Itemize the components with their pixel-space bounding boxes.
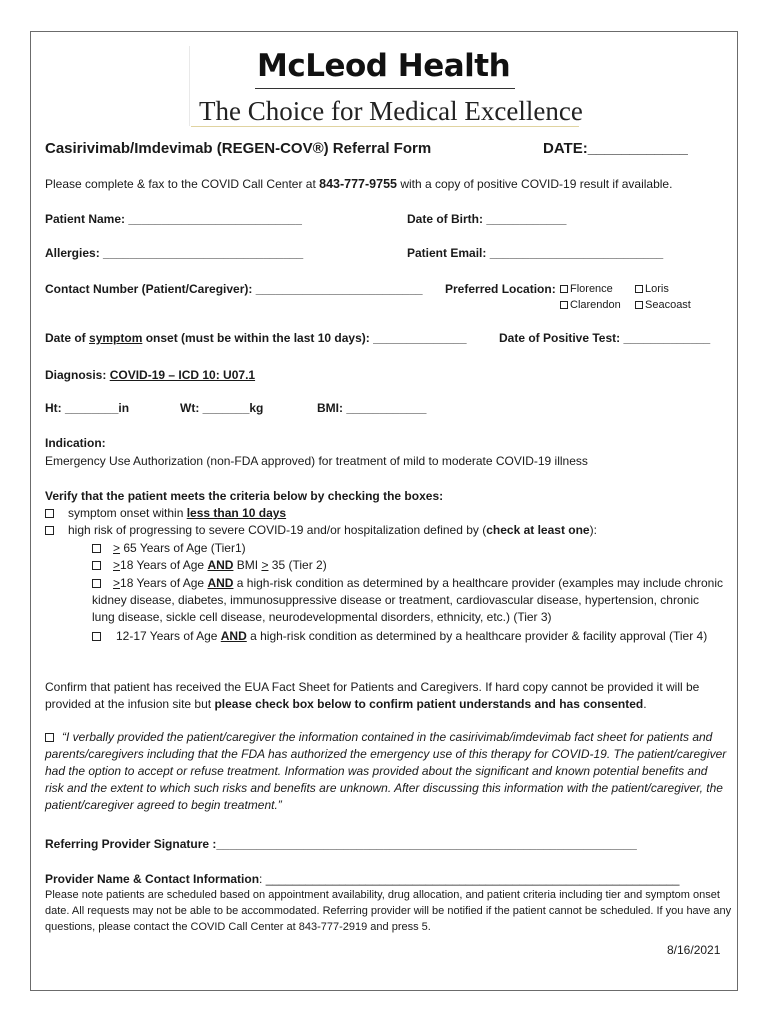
location-label: Florence — [570, 283, 613, 295]
criteria-text: high risk of progressing to severe COVID-19 and/or hospitalization defined by ( — [68, 523, 487, 537]
instructions — [45, 177, 672, 191]
allergies-field[interactable]: Allergies: ______________________________ — [45, 246, 304, 260]
diagnosis-value: COVID-19 – ICD 10: U07.1 — [109, 368, 256, 382]
fax-number: 843-777-9755 — [319, 177, 397, 191]
tier-text: a high-risk condition as determined by a healthcare provider & facility approval (Tier 4) — [246, 629, 708, 643]
criteria-tier1[interactable] — [92, 541, 246, 555]
dob-field[interactable]: Date of Birth: ____________ — [407, 212, 567, 226]
location-clarendon[interactable] — [560, 299, 621, 311]
logo-underline — [191, 126, 579, 127]
consent-confirmation — [45, 679, 729, 713]
and-emphasis: AND — [207, 576, 234, 590]
positive-test-date-field[interactable]: Date of Positive Test: _____________ — [499, 331, 711, 345]
org-tagline: The Choice for Medical Excellence — [199, 96, 583, 126]
checkbox-icon[interactable] — [45, 526, 54, 535]
logo-divider — [255, 88, 515, 89]
tier-text: 12-17 Years of Age — [116, 629, 221, 643]
tier-text: 18 Years of Age — [120, 558, 208, 572]
criteria-emphasis: less than 10 days — [186, 506, 287, 520]
and-emphasis: AND — [220, 629, 247, 643]
instructions-text-end: with a copy of positive COVID-19 result if available. — [396, 177, 673, 191]
tier-text: 18 Years of Age — [120, 576, 208, 590]
checkbox-icon[interactable] — [635, 301, 643, 309]
logo-frame-line — [189, 46, 190, 126]
checkbox-icon[interactable] — [92, 561, 101, 570]
criteria-text: symptom onset within — [68, 506, 187, 520]
confirm-text: Confirm that patient has received the EUA Fact Sheet for Patients and Caregivers. If hard copy cannot be provided it will be provided at the infusion site but — [45, 680, 700, 711]
instructions-text: Please complete & fax to the COVID Call Center at — [45, 177, 320, 191]
location-seacoast[interactable] — [635, 299, 691, 311]
checkbox-icon[interactable] — [92, 579, 101, 588]
ge-symbol: > — [113, 541, 121, 555]
confirm-emphasis: please check box below to confirm patient understands and has consented — [214, 697, 644, 711]
tier-text: 65 Years of Age (Tier1) — [120, 541, 246, 555]
criteria-tier2[interactable] — [92, 558, 327, 572]
ge-symbol: > — [113, 558, 121, 572]
checkbox-icon[interactable] — [45, 509, 54, 518]
checkbox-icon[interactable] — [560, 285, 568, 293]
checkbox-icon[interactable] — [92, 632, 101, 641]
criteria-item-symptom-onset[interactable] — [45, 506, 286, 520]
patient-name-field[interactable]: Patient Name: __________________________ — [45, 212, 302, 226]
provider-name-field[interactable] — [45, 872, 679, 886]
criteria-tier4[interactable] — [92, 628, 724, 645]
statement-text: “I verbally provided the patient/caregiver the information contained in the casirivimab/imdevimab fact sheet for patients and parents/caregivers including that the FDA has authorized the emergency use of this therapy for COVID-19. The patient/caregiver had the option to accept or refuse treatment. Information was provided about the significant and known potential benefits and risk and the extent to which such risks and benefits are unknown. After discussing this information with the patient/caregiver, the patient/caregiver agreed to begin treatment.” — [45, 730, 727, 812]
checkbox-icon[interactable] — [45, 733, 54, 742]
location-label: Clarendon — [570, 299, 621, 311]
ge-symbol: > — [261, 558, 269, 572]
confirm-text-end: . — [643, 697, 647, 711]
checkbox-icon[interactable] — [635, 285, 643, 293]
weight-field[interactable]: Wt: _______kg — [180, 401, 264, 415]
criteria-item-high-risk[interactable] — [45, 523, 597, 537]
revision-date: 8/16/2021 — [667, 943, 721, 957]
symptom-onset-field[interactable] — [45, 331, 467, 345]
provider-name-label: Provider Name & Contact Information — [45, 872, 260, 886]
criteria-text-end: ): — [589, 523, 597, 537]
and-emphasis: AND — [207, 558, 234, 572]
checkbox-icon[interactable] — [92, 544, 101, 553]
tier-text: a high-risk condition as determined by a healthcare provider (examples may include chronic kidney disease, diabetes, immunosuppressive disease or treatment, cardiovascular disease, hypertension, chronic lung disease, sickle cell disease, neurodevelopmental disorders, ethnicity, etc.) (Tier 3) — [92, 576, 724, 624]
form-title: Casirivimab/Imdevimab (REGEN-COV®) Referral Form — [45, 140, 432, 157]
referral-form-page — [30, 31, 738, 991]
indication-label: Indication: — [45, 436, 106, 450]
date-field[interactable]: DATE:____________ — [543, 140, 688, 157]
provider-signature-field[interactable]: Referring Provider Signature :_______________________________________________________________ — [45, 837, 637, 851]
height-field[interactable]: Ht: ________in — [45, 401, 130, 415]
criteria-heading: Verify that the patient meets the criteria below by checking the boxes: — [45, 489, 444, 503]
tier-text: 35 (Tier 2) — [268, 558, 327, 572]
location-loris[interactable] — [635, 283, 669, 295]
location-label: Seacoast — [645, 299, 691, 311]
location-label: Loris — [645, 283, 669, 295]
diagnosis — [45, 368, 255, 382]
criteria-tier3[interactable] — [92, 575, 724, 626]
bmi-field[interactable]: BMI: ____________ — [317, 401, 427, 415]
symptom-onset-text-end: onset (must be within the last 10 days): ______________ — [142, 331, 467, 345]
scheduling-note: Please note patients are scheduled based on appointment availability, drug allocation, and patient criteria including tier and symptom onset date. All requests may not be able to be accommodated. Referring provider will be notified if the patient cannot be scheduled. If you have any questions, please contact the COVID Call Center at 843-777-2919 and press 5. — [45, 889, 732, 933]
tier-text: BMI — [233, 558, 262, 572]
indication-text: Emergency Use Authorization (non-FDA approved) for treatment of mild to moderate COVID-19 illness — [45, 454, 588, 468]
symptom-onset-underlined: symptom — [89, 331, 143, 345]
diagnosis-label: Diagnosis: — [45, 368, 110, 382]
verbal-consent-statement[interactable] — [45, 729, 729, 814]
checkbox-icon[interactable] — [560, 301, 568, 309]
contact-number-field[interactable]: Contact Number (Patient/Caregiver): _________________________ — [45, 282, 423, 296]
patient-email-field[interactable]: Patient Email: __________________________ — [407, 246, 664, 260]
criteria-emphasis: check at least one — [486, 523, 590, 537]
org-name: McLeod Health — [257, 48, 511, 84]
provider-name-line: : ______________________________________________________________ — [259, 872, 680, 886]
ge-symbol: > — [113, 576, 121, 590]
location-florence[interactable] — [560, 283, 613, 295]
symptom-onset-text: Date of — [45, 331, 90, 345]
preferred-location-label: Preferred Location: — [445, 282, 556, 296]
